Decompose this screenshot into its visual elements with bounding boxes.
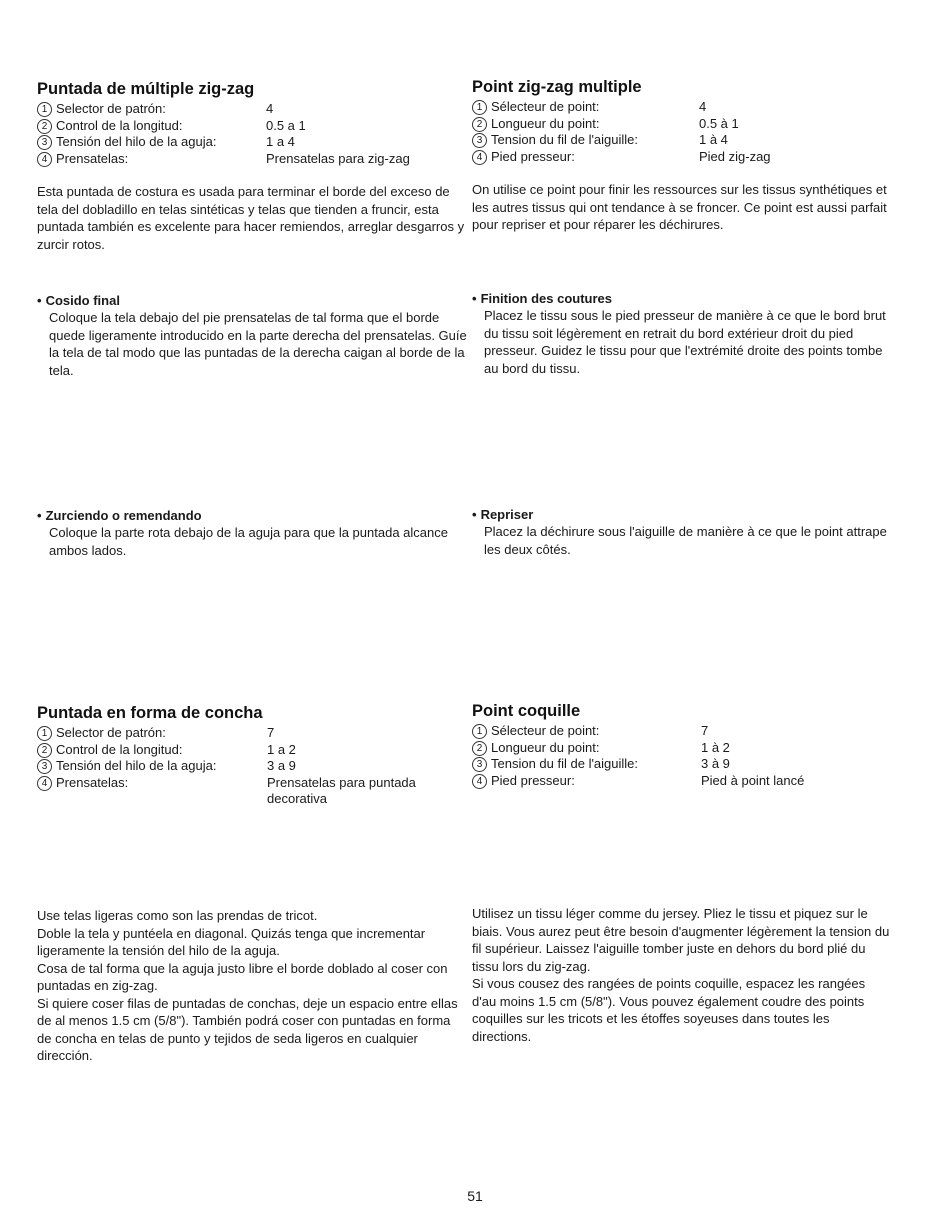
bullet-text: Placez la déchirure sous l'aiguille de manière à ce que le point attrape les deux côtés.	[484, 524, 887, 557]
circled-number: 3	[37, 135, 52, 150]
left-bullet-darning	[37, 508, 467, 559]
settings-list	[37, 101, 467, 167]
bullet-title: • Finition des coutures	[472, 291, 613, 306]
setting-label: Tensión del hilo de la aguja:	[56, 134, 217, 149]
circled-number: 4	[37, 776, 52, 791]
circled-number: 1	[472, 724, 487, 739]
bullet-text: Placez le tissu sous le pied presseur de manière à ce que le bord brut du tissu soit légèrement en retrait du bord extérieur droit du pied presseur. Guidez le tissu pour que l'extrémité droite des points tombe au bord du tissu.	[484, 308, 886, 376]
setting-label: Longueur du point:	[491, 739, 600, 755]
right-section-multi-zigzag	[472, 78, 892, 234]
right-section-shell	[472, 702, 892, 789]
setting-row	[37, 758, 467, 775]
setting-row	[472, 756, 892, 773]
page-number: 51	[467, 1188, 483, 1204]
setting-row	[37, 134, 467, 151]
settings-list	[472, 723, 892, 789]
bullet-title: • Cosido final	[37, 293, 120, 308]
setting-row	[37, 118, 467, 135]
setting-value: 7	[701, 723, 709, 738]
circled-number: 3	[472, 133, 487, 148]
setting-value: 0.5 à 1	[699, 115, 739, 131]
section-title: Puntada de múltiple zig-zag	[37, 80, 255, 98]
setting-value: Prensatelas para puntada decorativa	[267, 774, 416, 806]
setting-row	[37, 725, 467, 742]
right-shell-instructions	[472, 905, 892, 1045]
circled-number: 2	[472, 117, 487, 132]
bullet-title: • Zurciendo o remendando	[37, 508, 202, 523]
section-title: Point coquille	[472, 702, 581, 720]
setting-label: Control de la longitud:	[56, 741, 183, 757]
bullet-text: Coloque la tela debajo del pie prensatelas de tal forma que el borde quede ligeramente introducido en la parte derecha del prensatelas. Guíe la tela de tal modo que las puntadas de la derecha caigan al borde de la tela.	[49, 310, 467, 378]
circled-number: 2	[37, 119, 52, 134]
setting-value: 1 a 4	[266, 134, 295, 149]
bullet-title-text: Cosido final	[45, 293, 120, 308]
setting-row	[37, 775, 467, 809]
setting-value: 1 a 2	[267, 741, 296, 757]
right-bullet-finish	[472, 291, 892, 377]
left-shell-instructions	[37, 907, 462, 1065]
section-title: Point zig-zag multiple	[472, 78, 642, 96]
left-section-multi-zigzag	[37, 80, 467, 253]
circled-number: 4	[472, 774, 487, 789]
circled-number: 3	[472, 757, 487, 772]
setting-row	[472, 99, 892, 116]
circled-number: 2	[37, 743, 52, 758]
circled-number: 4	[472, 150, 487, 165]
instruction-paragraph: Doble la tela y puntéela en diagonal. Quizás tenga que incrementar ligeramente la tensión del hilo de la aguja.	[37, 925, 426, 958]
setting-label: Longueur du point:	[491, 115, 600, 131]
setting-label: Selector de patrón:	[56, 725, 166, 740]
setting-label: Prensatelas:	[56, 774, 129, 790]
instruction-paragraph: Si quiere coser filas de puntadas de conchas, deje un espacio entre ellas de al menos 1.5 cm (5/8"). También podrá coser con puntadas en forma de concha en telas de punto y tejidos de seda ligeros en cualquier dirección.	[37, 995, 458, 1063]
setting-value: 3 à 9	[701, 756, 730, 771]
section-title: Puntada en forma de concha	[37, 704, 263, 722]
setting-row	[472, 132, 892, 149]
setting-label: Pied presseur:	[491, 772, 575, 788]
description-paragraph: On utilise ce point pour finir les ressources sur les tissus synthétiques et les autres tissus qui ont tendance à se froncer. Ce point est aussi parfait pour repriser et pour réparer les déchirures.	[472, 182, 887, 232]
setting-value: 1 à 4	[699, 132, 728, 147]
left-bullet-finish	[37, 293, 467, 379]
instruction-paragraph: Si vous cousez des rangées de points coquille, espacez les rangées d'au moins 1.5 cm (5/8"). Vous pouvez également coudre des points coquilles sur les tricots et les étoffes soyeuses dans toutes les directions.	[472, 976, 866, 1044]
circled-number: 1	[37, 102, 52, 117]
setting-row	[37, 742, 467, 759]
setting-row	[472, 723, 892, 740]
setting-value: 7	[267, 725, 275, 740]
description-paragraph: Esta puntada de costura es usada para terminar el borde del exceso de tela del dobladillo en telas sintéticas y telas que tienden a fruncir, esta puntada también es excelente para hacer remiendos, arreglar desgarros y zurcir rotos.	[37, 184, 465, 252]
circled-number: 1	[37, 726, 52, 741]
bullet-title-text: Finition des coutures	[480, 291, 613, 306]
instruction-paragraph: Utilisez un tissu léger comme du jersey. Pliez le tissu et piquez sur le biais. Vous aurez peut être besoin d'augmenter légèrement la tension du fil supérieur. Laissez l'aiguille tomber juste en dehors du bord plié du tissu lors du zig-zag.	[472, 906, 890, 974]
setting-value: Pied à point lancé	[701, 772, 805, 788]
instruction-paragraph: Use telas ligeras como son las prendas de tricot.	[37, 908, 318, 923]
setting-row	[37, 101, 467, 118]
circled-number: 3	[37, 759, 52, 774]
left-section-shell	[37, 704, 467, 809]
setting-row	[37, 151, 467, 168]
bullet-text: Coloque la parte rota debajo de la aguja para que la puntada alcance ambos lados.	[49, 525, 448, 558]
setting-value: Pied zig-zag	[699, 148, 771, 164]
circled-number: 1	[472, 100, 487, 115]
circled-number: 2	[472, 741, 487, 756]
setting-row	[472, 149, 892, 166]
bullet-title-text: Repriser	[480, 507, 534, 522]
setting-label: Sélecteur de point:	[491, 723, 600, 738]
setting-label: Prensatelas:	[56, 150, 129, 166]
circled-number: 4	[37, 152, 52, 167]
setting-value: 1 à 2	[701, 739, 730, 755]
bullet-title-text: Zurciendo o remendando	[45, 508, 202, 523]
instruction-paragraph: Cosa de tal forma que la aguja justo libre el borde doblado al coser con puntadas en zig-zag.	[37, 960, 448, 993]
setting-label: Selector de patrón:	[56, 101, 166, 116]
setting-value: 4	[266, 101, 274, 116]
setting-label: Control de la longitud:	[56, 117, 183, 133]
setting-value: Prensatelas para zig-zag	[266, 150, 410, 166]
settings-list	[472, 99, 892, 165]
settings-list	[37, 725, 467, 809]
setting-value: 4	[699, 99, 707, 114]
setting-label: Tension du fil de l'aiguille:	[491, 132, 639, 147]
bullet-title: • Repriser	[472, 507, 534, 522]
setting-row	[472, 773, 892, 790]
setting-value: 0.5 a 1	[266, 117, 306, 133]
right-bullet-darning	[472, 507, 892, 558]
setting-value: 3 a 9	[267, 758, 296, 773]
setting-row	[472, 116, 892, 133]
setting-label: Tensión del hilo de la aguja:	[56, 758, 217, 773]
setting-label: Tension du fil de l'aiguille:	[491, 756, 639, 771]
setting-row	[472, 740, 892, 757]
setting-label: Sélecteur de point:	[491, 99, 600, 114]
setting-label: Pied presseur:	[491, 148, 575, 164]
